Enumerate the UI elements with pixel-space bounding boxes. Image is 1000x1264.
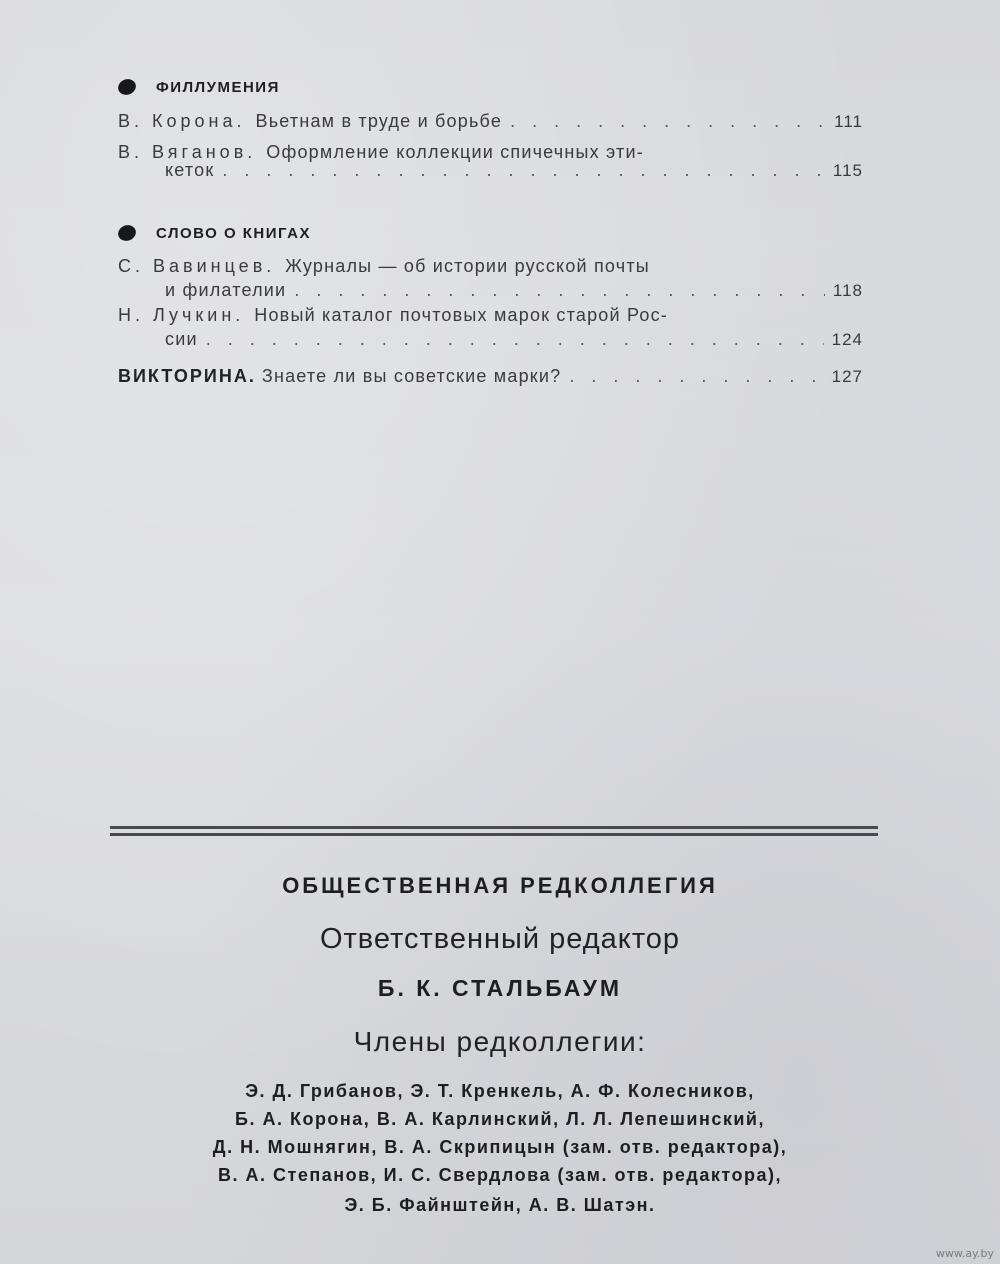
toc-entry-continuation [165,329,863,350]
member-line: Б. А. Корона, В. А. Карлинский, Л. Л. Лепешинский, [235,1109,765,1129]
leader-dots [294,280,825,301]
member-line: Э. Б. Файнштейн, А. В. Шатэн. [344,1195,656,1215]
toc-page-number: 118 [832,281,863,300]
toc-author: В. Вяганов. [118,142,257,162]
toc-entry [118,256,863,277]
toc-page-number: 111 [834,112,863,131]
toc-title: Оформление коллекции спичечных эти- [266,142,644,162]
member-line: Д. Н. Мошнягин, В. А. Скрипицын (зам. отв. редактора), [212,1137,788,1157]
watermark-text: www.ay.by [935,1247,994,1260]
toc-title: Новый каталог почтовых марок старой Рос- [254,305,668,325]
section-heading-text: ФИЛЛУМЕНИЯ [156,78,280,96]
member-line: Э. Д. Грибанов, Э. Т. Кренкель, А. Ф. Колесников, [245,1081,755,1101]
section-heading-text: СЛОВО О КНИГАХ [156,224,311,242]
toc-entry [118,111,863,132]
section-heading-fillumeniya [118,78,280,96]
board-title: ОБЩЕСТВЕННАЯ РЕДКОЛЛЕГИЯ [282,873,718,898]
toc-title-continuation: сии [165,329,198,349]
editor-label: Ответственный редактор [319,923,681,955]
toc-page-number: 124 [831,330,863,349]
bullet-icon [116,223,138,244]
leader-dots [569,366,823,387]
toc-entry [118,305,863,326]
toc-page-number: 115 [832,161,863,180]
member-line: В. А. Степанов, И. С. Свердлова (зам. отв. редактора), [218,1165,782,1185]
quiz-label: ВИКТОРИНА. [118,366,256,386]
toc-title-continuation: и филателии [165,280,287,300]
editor-name: Б. К. СТАЛЬБАУМ [377,975,623,1001]
toc-title: Журналы — об истории русской почты [285,256,650,276]
section-heading-slovo-o-knigakh [118,224,311,242]
toc-author: С. Вавинцев. [118,256,276,276]
toc-title: Вьетнам в труде и борьбе [255,111,503,131]
members-label: Члены редколлегии: [353,1026,647,1057]
leader-dots [510,111,826,132]
bullet-icon [116,77,138,98]
toc-entry-continuation [165,160,863,181]
toc-title-continuation: кеток [165,160,215,180]
toc-entry-continuation [165,280,863,301]
toc-entry-quiz [118,366,863,387]
leader-dots [222,160,824,181]
toc-title: Знаете ли вы советские марки? [261,366,562,386]
toc-page-number: 127 [831,367,863,386]
toc-author: Н. Лучкин. [118,305,245,325]
double-rule-divider [110,826,878,836]
leader-dots [206,329,824,350]
toc-author: В. Корона. [118,111,246,131]
